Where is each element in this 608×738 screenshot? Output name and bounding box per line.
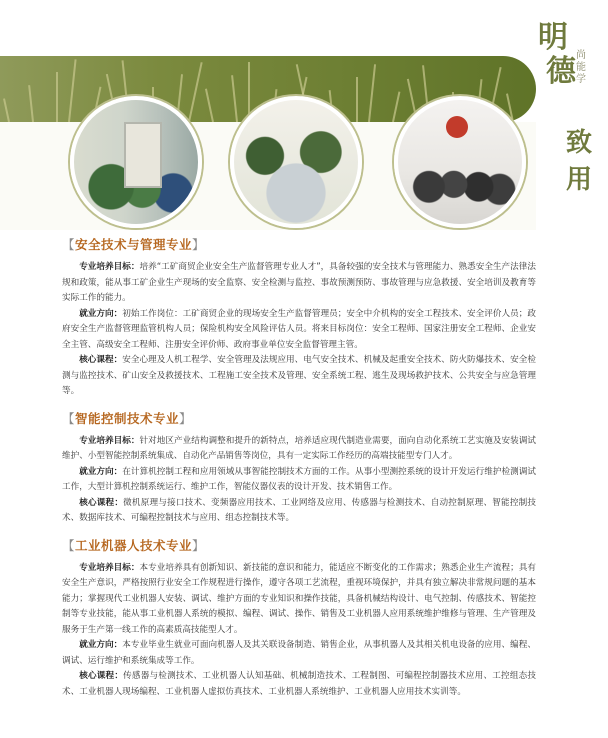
paragraph-employment: 就业方向：本专业毕业生就业可面向机器人及其关联设备制造、销售企业，从事机器人及其相关机电设备的应用、编程、调试、运行维护和系统集成等工作。 xyxy=(62,640,536,666)
grass-decoration xyxy=(3,98,10,122)
photo-students-practice xyxy=(230,96,362,228)
motto-char-3: 致用 xyxy=(566,128,593,195)
paragraph-core-courses: 核心课程：微机原理与接口技术、变频器应用技术、工业网络及应用、传感器与检测技术、自动控制原理、智能控制技术、数据库技术、可编程控制技术与应用、组态控制技术等。 xyxy=(62,497,536,523)
grass-decoration xyxy=(248,62,250,122)
section-title: 【智能控制技术专业】 xyxy=(62,410,193,426)
paragraph-goal: 专业培养目标：培养“工矿商贸企业安全生产监督管理专业人才”，具备较强的安全技术与管理能力、熟悉安全生产法律法规和政策，能从事工矿企业生产现场的安全监察、安全检测与监控、事故预测预防、事故管理与应急救援、安全培训及教育等实际工作的能力。 xyxy=(62,262,536,303)
grass-decoration xyxy=(188,62,203,122)
section-safety xyxy=(62,236,536,400)
section-intelligent-control xyxy=(62,410,536,527)
program-list xyxy=(62,236,536,710)
photo-group-visit xyxy=(394,96,526,228)
calligraphy-motto xyxy=(536,10,604,195)
grass-decoration xyxy=(28,85,34,122)
section-title: 【工业机器人技术专业】 xyxy=(62,537,206,553)
motto-char-2: 德 xyxy=(546,54,576,89)
motto-small-text: 尚能学 xyxy=(576,50,586,85)
paragraph-employment: 就业方向：初始工作岗位：工矿商贸企业的现场安全生产监督管理员；安全中介机构的安全工程技术、安全评价人员；政府安全生产监督管理监管机构人员；保险机构安全风险评估人员。将来目标岗位：安全工程师、国家注册安全工程师、企业安全主管、高级安全工程师、注册安全评价师、政府事业单位安全监督管理主管。 xyxy=(62,308,536,350)
section-industrial-robot xyxy=(62,537,536,701)
paragraph-goal: 专业培养目标：本专业培养具有创新知识、新技能的意识和能力，能适应不断变化的工作需求；熟悉企业生产流程；具有安全生产意识，严格按照行业安全工作规程进行操作，遵守各项工艺流程，重视环境保护，并具有独立解决非常规问题的基本能力；掌握现代工业机器人安装、调试、维护方面的专业知识和操作技能，具备机械结构设计、电气控制、传感技术、智能控制等专业技能，能从事工业机器人系统的模拟、编程、调试、操作、销售及工业机器人应用系统维护维修与管理、生产管理及服务于生产第一线工作的高素质高技能型人才。 xyxy=(62,562,536,635)
photo-training-workshop xyxy=(70,96,202,228)
section-title: 【安全技术与管理专业】 xyxy=(62,237,206,252)
grass-decoration xyxy=(368,64,376,122)
paragraph-core-courses: 核心课程：传感器与检测技术、工业机器人认知基础、机械制造技术、工程制图、可编程控制器技术应用、工控组态技术、工业机器人现场编程、工业机器人虚拟仿真技术、工业机器人系统维护、工业机器人应用技术实训等。 xyxy=(62,671,536,697)
paragraph-employment: 就业方向：在计算机控制工程和应用领域从事智能控制技术方面的工作。从事小型测控系统的设计开发运行维护检测调试工作，大型计算机控制系统运行、维护工作，智能仪器仪表的设计开发、技术销售工作。 xyxy=(62,466,536,492)
grass-decoration xyxy=(56,72,58,122)
grass-decoration xyxy=(231,75,238,122)
paragraph-goal: 专业培养目标：针对地区产业结构调整和提升的新特点，培养适应现代制造业需要，面向自动化系统工艺实施及安装调试维护、小型智能控制系统集成、自动化产品销售等岗位，具有一定实际工作经历的高端技能型专门人才。 xyxy=(62,435,536,461)
grass-decoration xyxy=(68,59,77,122)
motto-char-1: 明 xyxy=(538,20,568,55)
grass-decoration xyxy=(205,89,214,122)
grass-decoration xyxy=(392,91,400,122)
grass-decoration xyxy=(356,77,358,122)
paragraph-core-courses: 核心课程：安全心理及人机工程学、安全管理及法规应用、电气安全技术、机械及起重安全技术、防火防爆技术、安全检测与监控技术、矿山安全及救援技术、工程施工安全技术及管理、安全系统工程、逃生及现场救护技术、公共安全与应急管理等。 xyxy=(62,355,536,396)
